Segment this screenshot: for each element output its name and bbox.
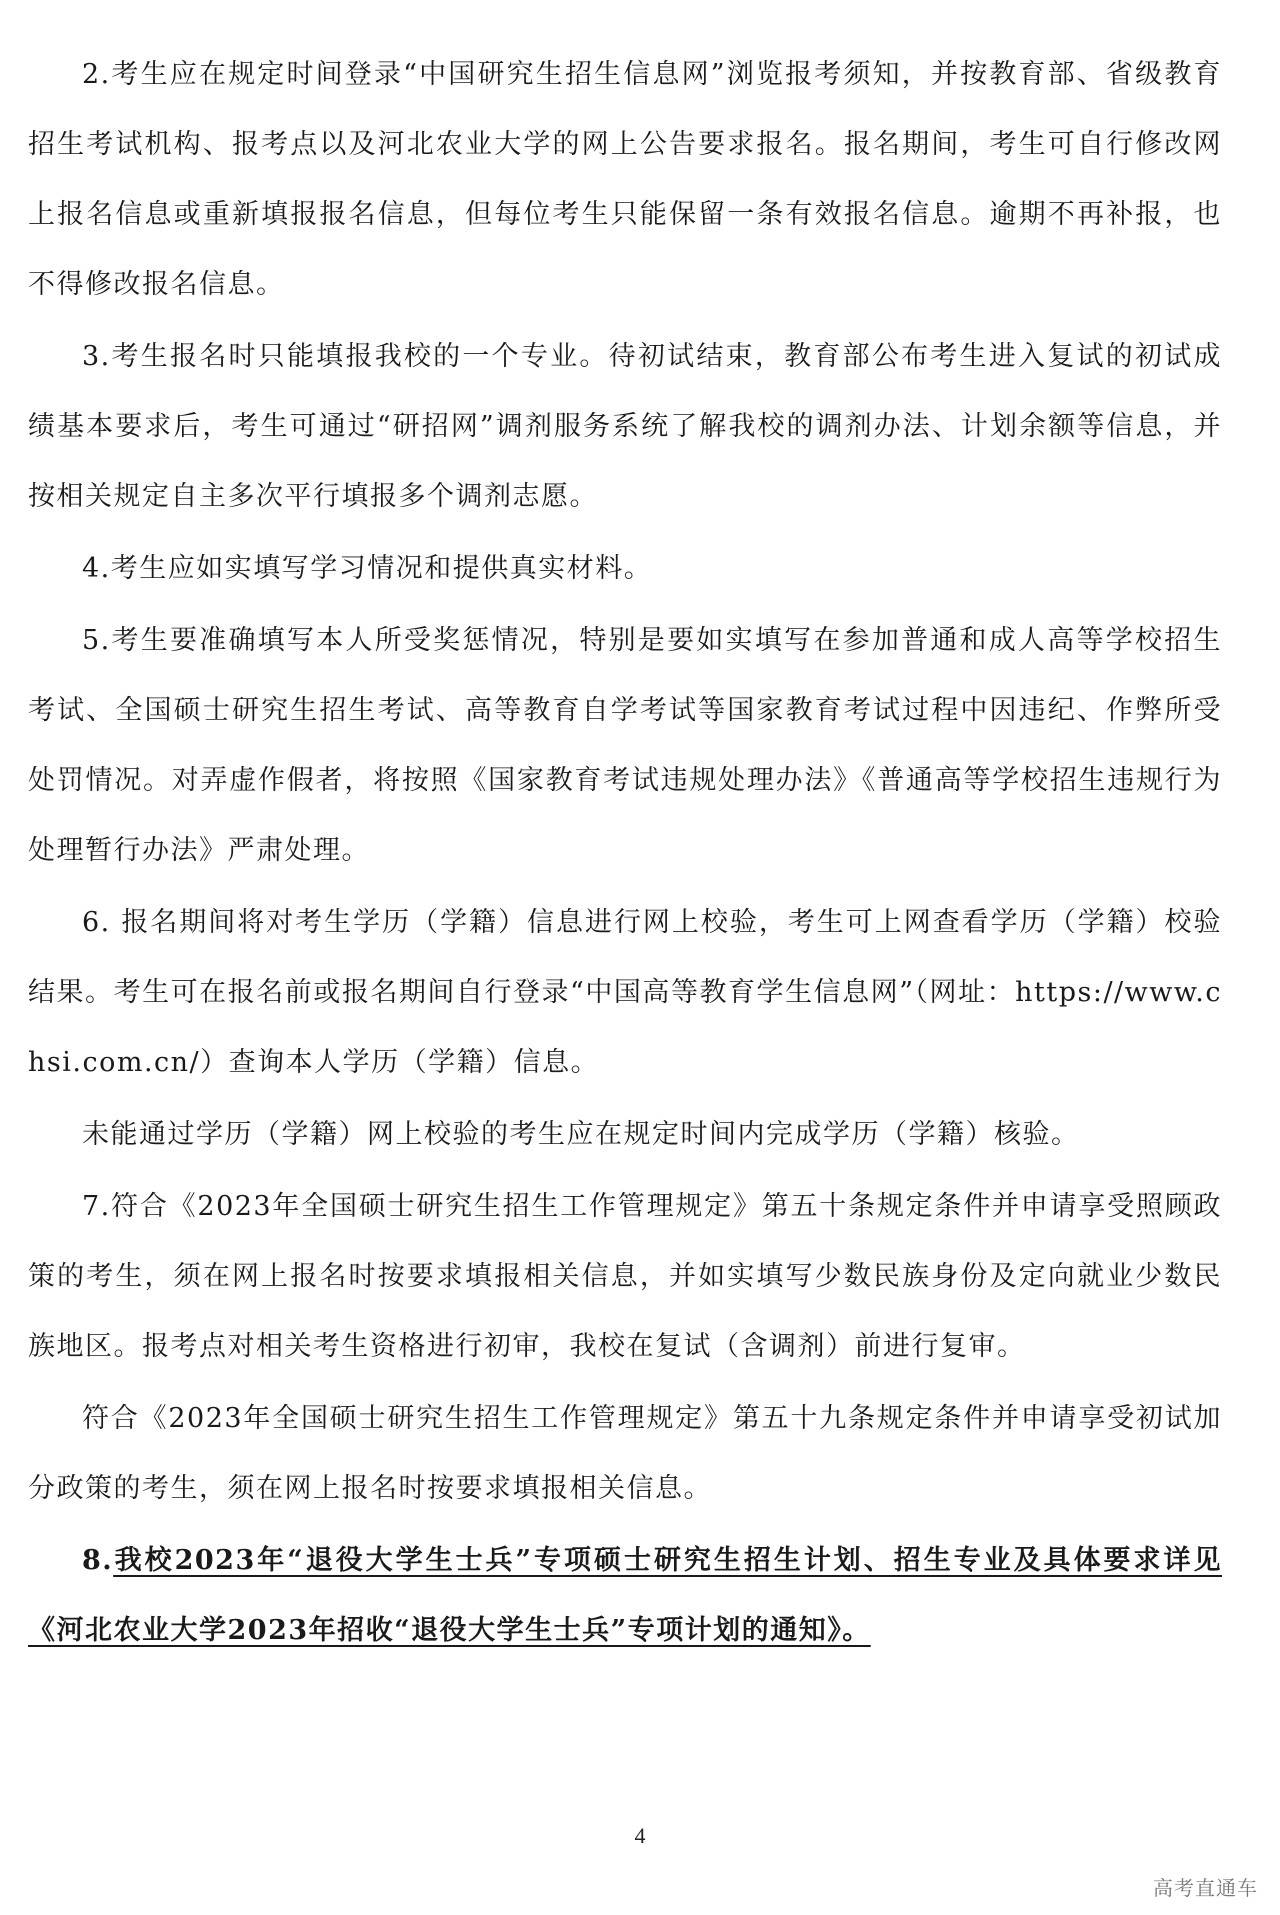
page-number: 4 <box>634 1823 646 1848</box>
paragraph-item-5: 5.考生要准确填写本人所受奖惩情况，特别是要如实填写在参加普通和成人高等学校招生考试、全国硕士研究生招生考试、高等教育自学考试等国家教育考试过程中因违纪、作弊所受处罚情况。对弄虚作假者，将按照《国家教育考试违规处理办法》《普通高等学校招生违规行为处理暂行办法》严肃处理。 <box>28 625 1222 866</box>
item-8-number: 8. <box>82 1545 114 1576</box>
paragraph-item-6: 6. 报名期间将对考生学历（学籍）信息进行网上校验，考生可上网查看学历（学籍）校验结果。考生可在报名前或报名期间自行登录“中国高等教育学生信息网”（网址：https://www.chsi.com.cn/）查询本人学历（学籍）信息。 <box>28 907 1222 1078</box>
paragraph-item-3: 3.考生报名时只能填报我校的一个专业。待初试结束，教育部公布考生进入复试的初试成绩基本要求后，考生可通过“研招网”调剂服务系统了解我校的调剂办法、计划余额等信息，并按相关规定自主多次平行填报多个调剂志愿。 <box>28 341 1222 512</box>
paragraph-item-8 <box>28 1526 1222 1666</box>
paragraph-item-4: 4.考生应如实填写学习情况和提供真实材料。 <box>82 553 653 584</box>
paragraph-item-2: 2.考生应在规定时间登录“中国研究生招生信息网”浏览报考须知，并按教育部、省级教育招生考试机构、报考点以及河北农业大学的网上公告要求报名。报名期间，考生可自行修改网上报名信息或重新填报报名信息，但每位考生只能保留一条有效报名信息。逾期不再补报，也不得修改报名信息。 <box>28 59 1222 300</box>
paragraph-item-6-note: 未能通过学历（学籍）网上校验的考生应在规定时间内完成学历（学籍）核验。 <box>82 1119 1080 1150</box>
paragraph-item-7-note: 符合《2023年全国硕士研究生招生工作管理规定》第五十九条规定条件并申请享受初试加分政策的考生，须在网上报名时按要求填报相关信息。 <box>28 1403 1222 1504</box>
watermark: 高考直通车 <box>1153 1876 1258 1900</box>
paragraph-item-7: 7.符合《2023年全国硕士研究生招生工作管理规定》第五十条规定条件并申请享受照顾政策的考生，须在网上报名时按要求填报相关信息，并如实填写少数民族身份及定向就业少数民族地区。报考点对相关考生资格进行初审，我校在复试（含调剂）前进行复审。 <box>28 1191 1222 1362</box>
item-8-underlined-text: 我校2023年“退役大学生士兵”专项硕士研究生招生计划、招生专业及具体要求详见《河北农业大学2023年招收“退役大学生士兵”专项计划的通知》。 <box>28 1545 1222 1646</box>
document-body <box>28 40 1222 1668</box>
